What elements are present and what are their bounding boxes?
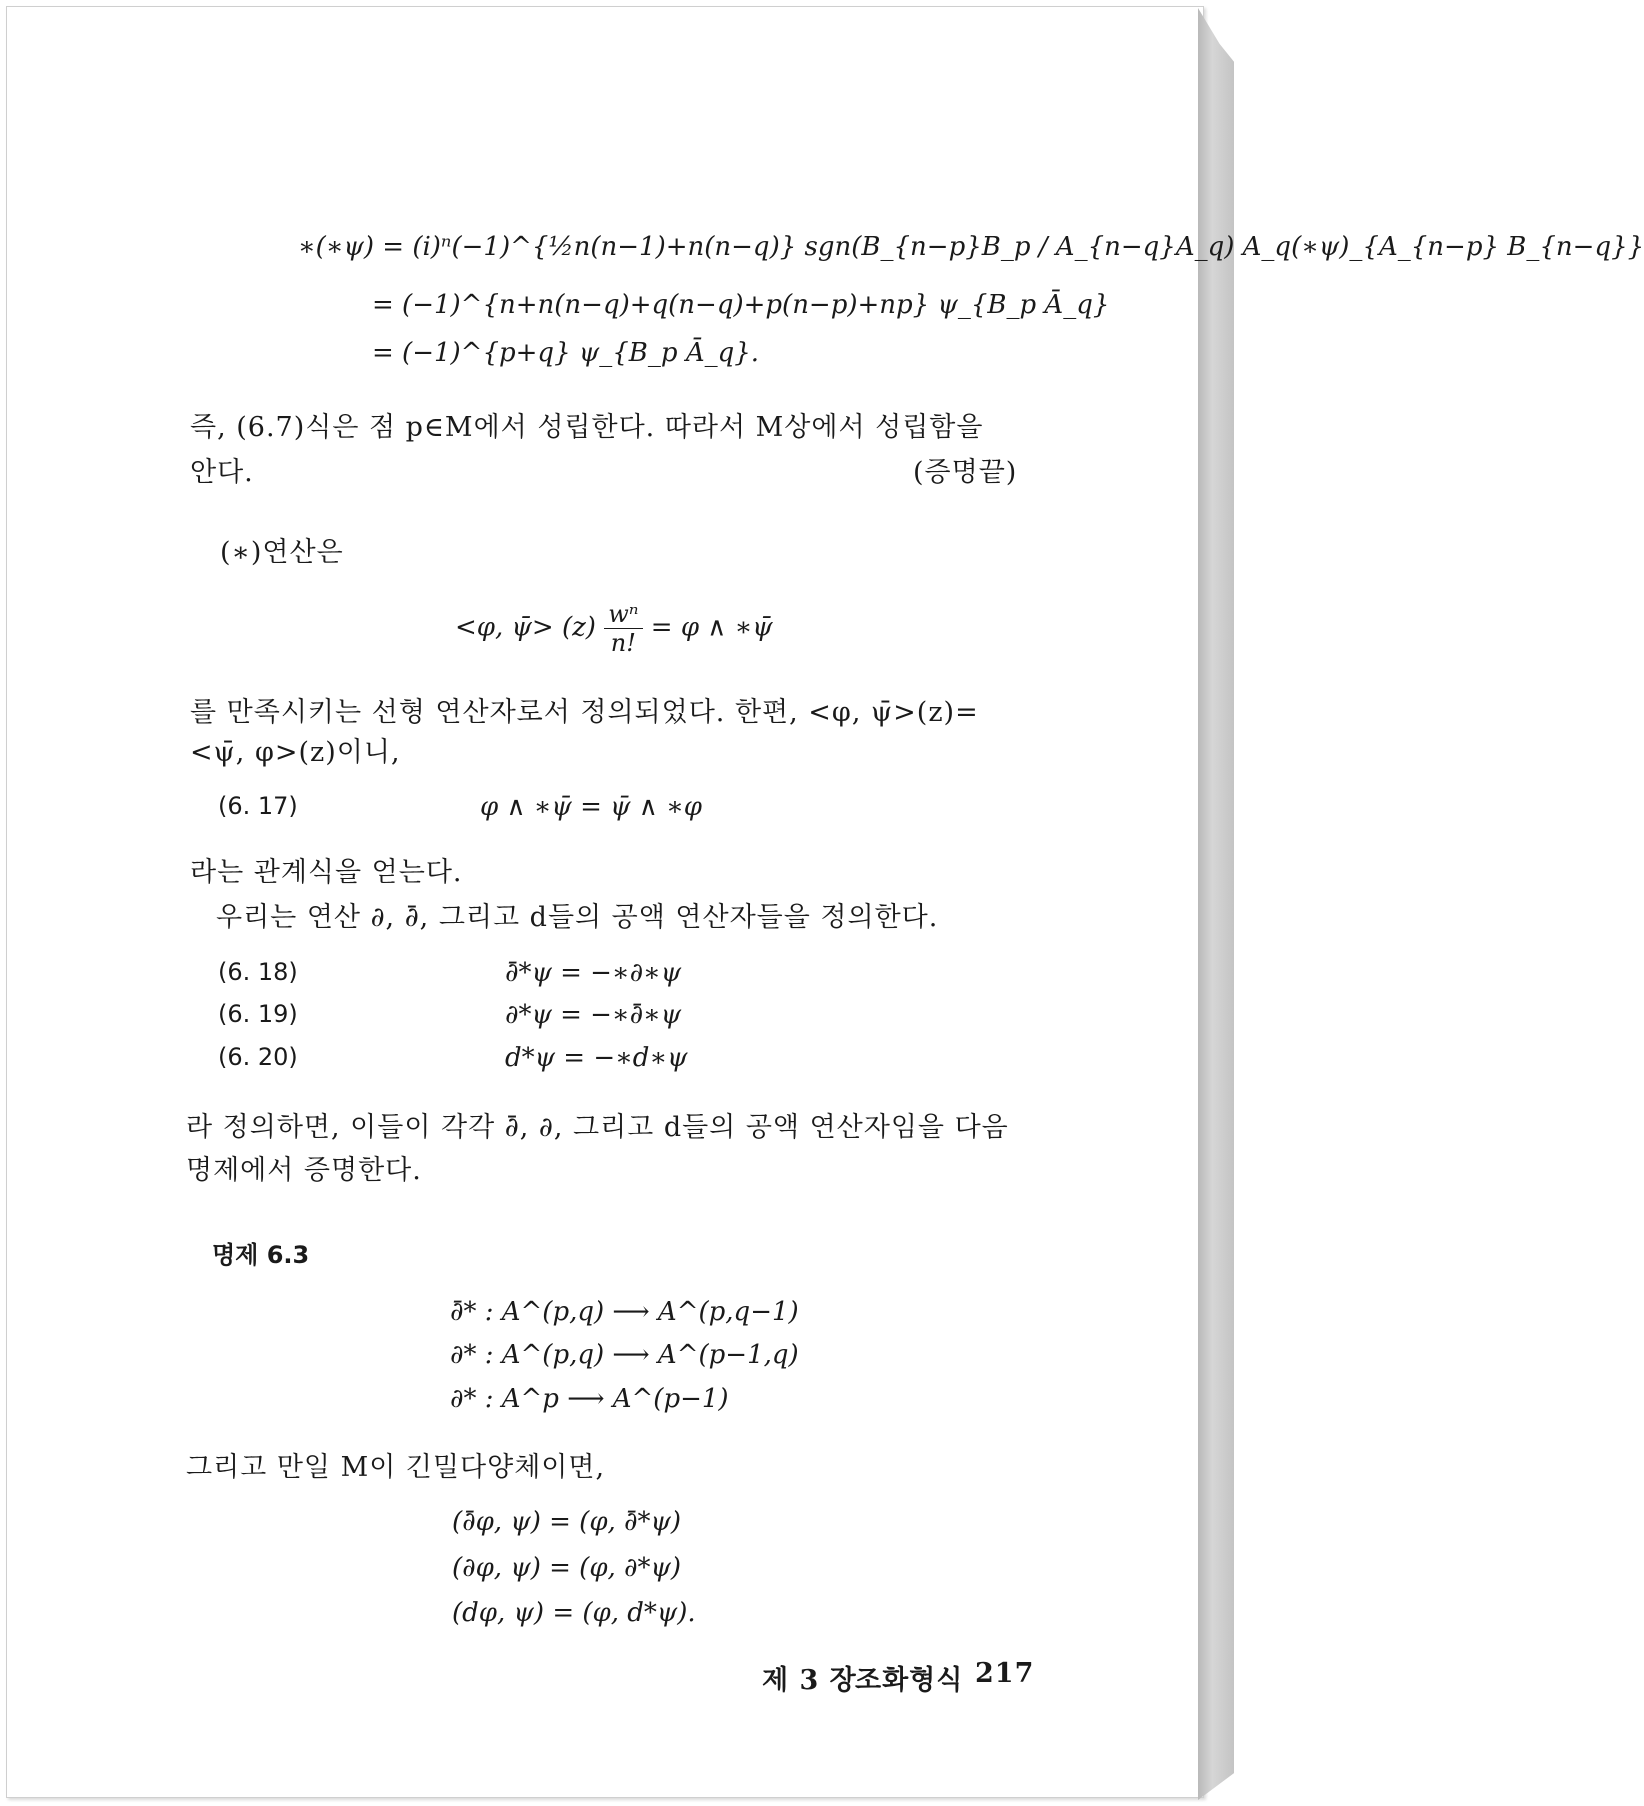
paragraph-1-line-2: 안다. [190,457,254,488]
equation-6-18: ∂̄*ψ = −∗∂∗ψ [505,958,682,988]
adjoint-eq-3: (dφ, ψ) = (φ, d*ψ). [452,1598,696,1628]
map-d-star-total: ∂* : A^p ⟶ A^(p−1) [450,1384,729,1414]
footer-chapter: 제 3 장 [762,1665,857,1696]
paragraph-1-line-1: 즉, (6.7)식은 점 p∈M에서 성립한다. 따라서 M상에서 성립함을 [190,412,984,443]
equation-line-3: = (−1)^{p+q} ψ_{B_p Ā_q}. [372,338,760,368]
fraction-denominator: n! [610,629,636,657]
equation-label-6-18: (6. 18) [218,958,298,986]
equation-6-19: ∂*ψ = −∗∂̄∗ψ [505,1000,682,1030]
inner-product-left: <φ, ψ̄> (z) [455,612,596,643]
equation-label-6-17: (6. 17) [218,792,298,820]
paragraph-3-line-2: 우리는 연산 ∂, ∂̄, 그리고 d들의 공액 연산자들을 정의한다. [216,902,939,933]
inner-product-right: = φ ∧ ∗ψ̄ [650,612,773,643]
proposition-heading: 명제 6.3 [212,1241,310,1269]
paragraph-4-line-1: 라 정의하면, 이들이 각각 ∂̄, ∂, 그리고 d들의 공액 연산자임을 다음 [186,1112,1009,1143]
paragraph-2-line-2: <ψ̄, φ>(z)이니, [190,737,401,768]
page-edge [1198,8,1234,1800]
page-number: 217 [975,1658,1035,1689]
equation-6-17: φ ∧ ∗ψ̄ = ψ̄ ∧ ∗φ [480,792,702,822]
equation-label-6-20: (6. 20) [218,1043,298,1071]
volume-fraction [604,600,642,657]
equation-line-1: ∗(∗ψ) = (i)ⁿ(−1)^{½n(n−1)+n(n−q)} sgn(B_{n−p}B_p / A_{n−q}A_q) A_q(∗ψ)_{A_{n−p} B_{n−q}} [298,232,1644,262]
footer-title: 조화형식 [855,1665,964,1696]
adjoint-eq-1: (∂̄φ, ψ) = (φ, ∂̄*ψ) [452,1507,682,1537]
map-dbar-star: ∂̄* : A^(p,q) ⟶ A^(p,q−1) [450,1297,799,1327]
star-operator-text: (∗)연산은 [220,537,344,568]
fraction-numerator: wⁿ [604,600,642,629]
map-d-star: ∂* : A^(p,q) ⟶ A^(p−1,q) [450,1340,799,1370]
paragraph-3-line-1: 라는 관계식을 얻는다. [190,857,463,888]
paragraph-4-line-2: 명제에서 증명한다. [186,1155,422,1186]
equation-line-2: = (−1)^{n+n(n−q)+q(n−q)+p(n−p)+np} ψ_{B_p Ā_q} [372,290,1110,320]
inner-product-equation [455,600,773,657]
paragraph-2-line-1: 를 만족시키는 선형 연산자로서 정의되었다. 한편, <φ, ψ̄>(z)= [190,697,979,728]
equation-label-6-19: (6. 19) [218,1000,298,1028]
paragraph-5: 그리고 만일 M이 긴밀다양체이면, [186,1452,606,1483]
qed-mark: (증명끝) [913,457,1018,488]
equation-6-20: d*ψ = −∗d∗ψ [505,1043,688,1073]
adjoint-eq-2: (∂φ, ψ) = (φ, ∂*ψ) [452,1553,682,1583]
